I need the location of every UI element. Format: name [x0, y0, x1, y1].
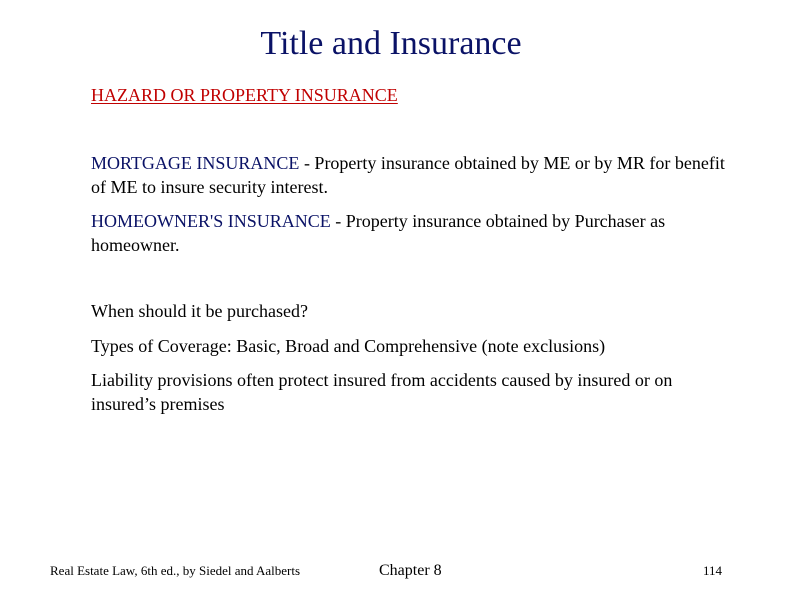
slide-title: Title and Insurance	[260, 25, 522, 62]
mortgage-insurance-text: - Property insurance obtained by ME or by MR for benefit of ME to insure security interest.	[91, 153, 725, 197]
section-heading: HAZARD OR PROPERTY INSURANCE	[91, 85, 398, 105]
mortgage-insurance-term: MORTGAGE INSURANCE	[91, 153, 300, 173]
coverage-types-point: Types of Coverage: Basic, Broad and Comprehensive (note exclusions)	[91, 336, 606, 356]
mortgage-insurance-paragraph	[91, 151, 731, 199]
homeowners-insurance-paragraph	[91, 209, 731, 257]
footer-chapter: Chapter 8	[379, 562, 442, 579]
footer-source: Real Estate Law, 6th ed., by Siedel and Aalberts	[50, 563, 301, 578]
homeowners-insurance-text: - Property insurance obtained by Purchaser as homeowner.	[91, 211, 666, 255]
purchase-timing-point: When should it be purchased?	[91, 301, 308, 321]
page-number: 114	[703, 563, 723, 578]
homeowners-insurance-term: HOMEOWNER'S INSURANCE	[91, 211, 331, 231]
liability-provisions-point: Liability provisions often protect insured from accidents caused by insured or on insured’s premises	[91, 370, 673, 414]
